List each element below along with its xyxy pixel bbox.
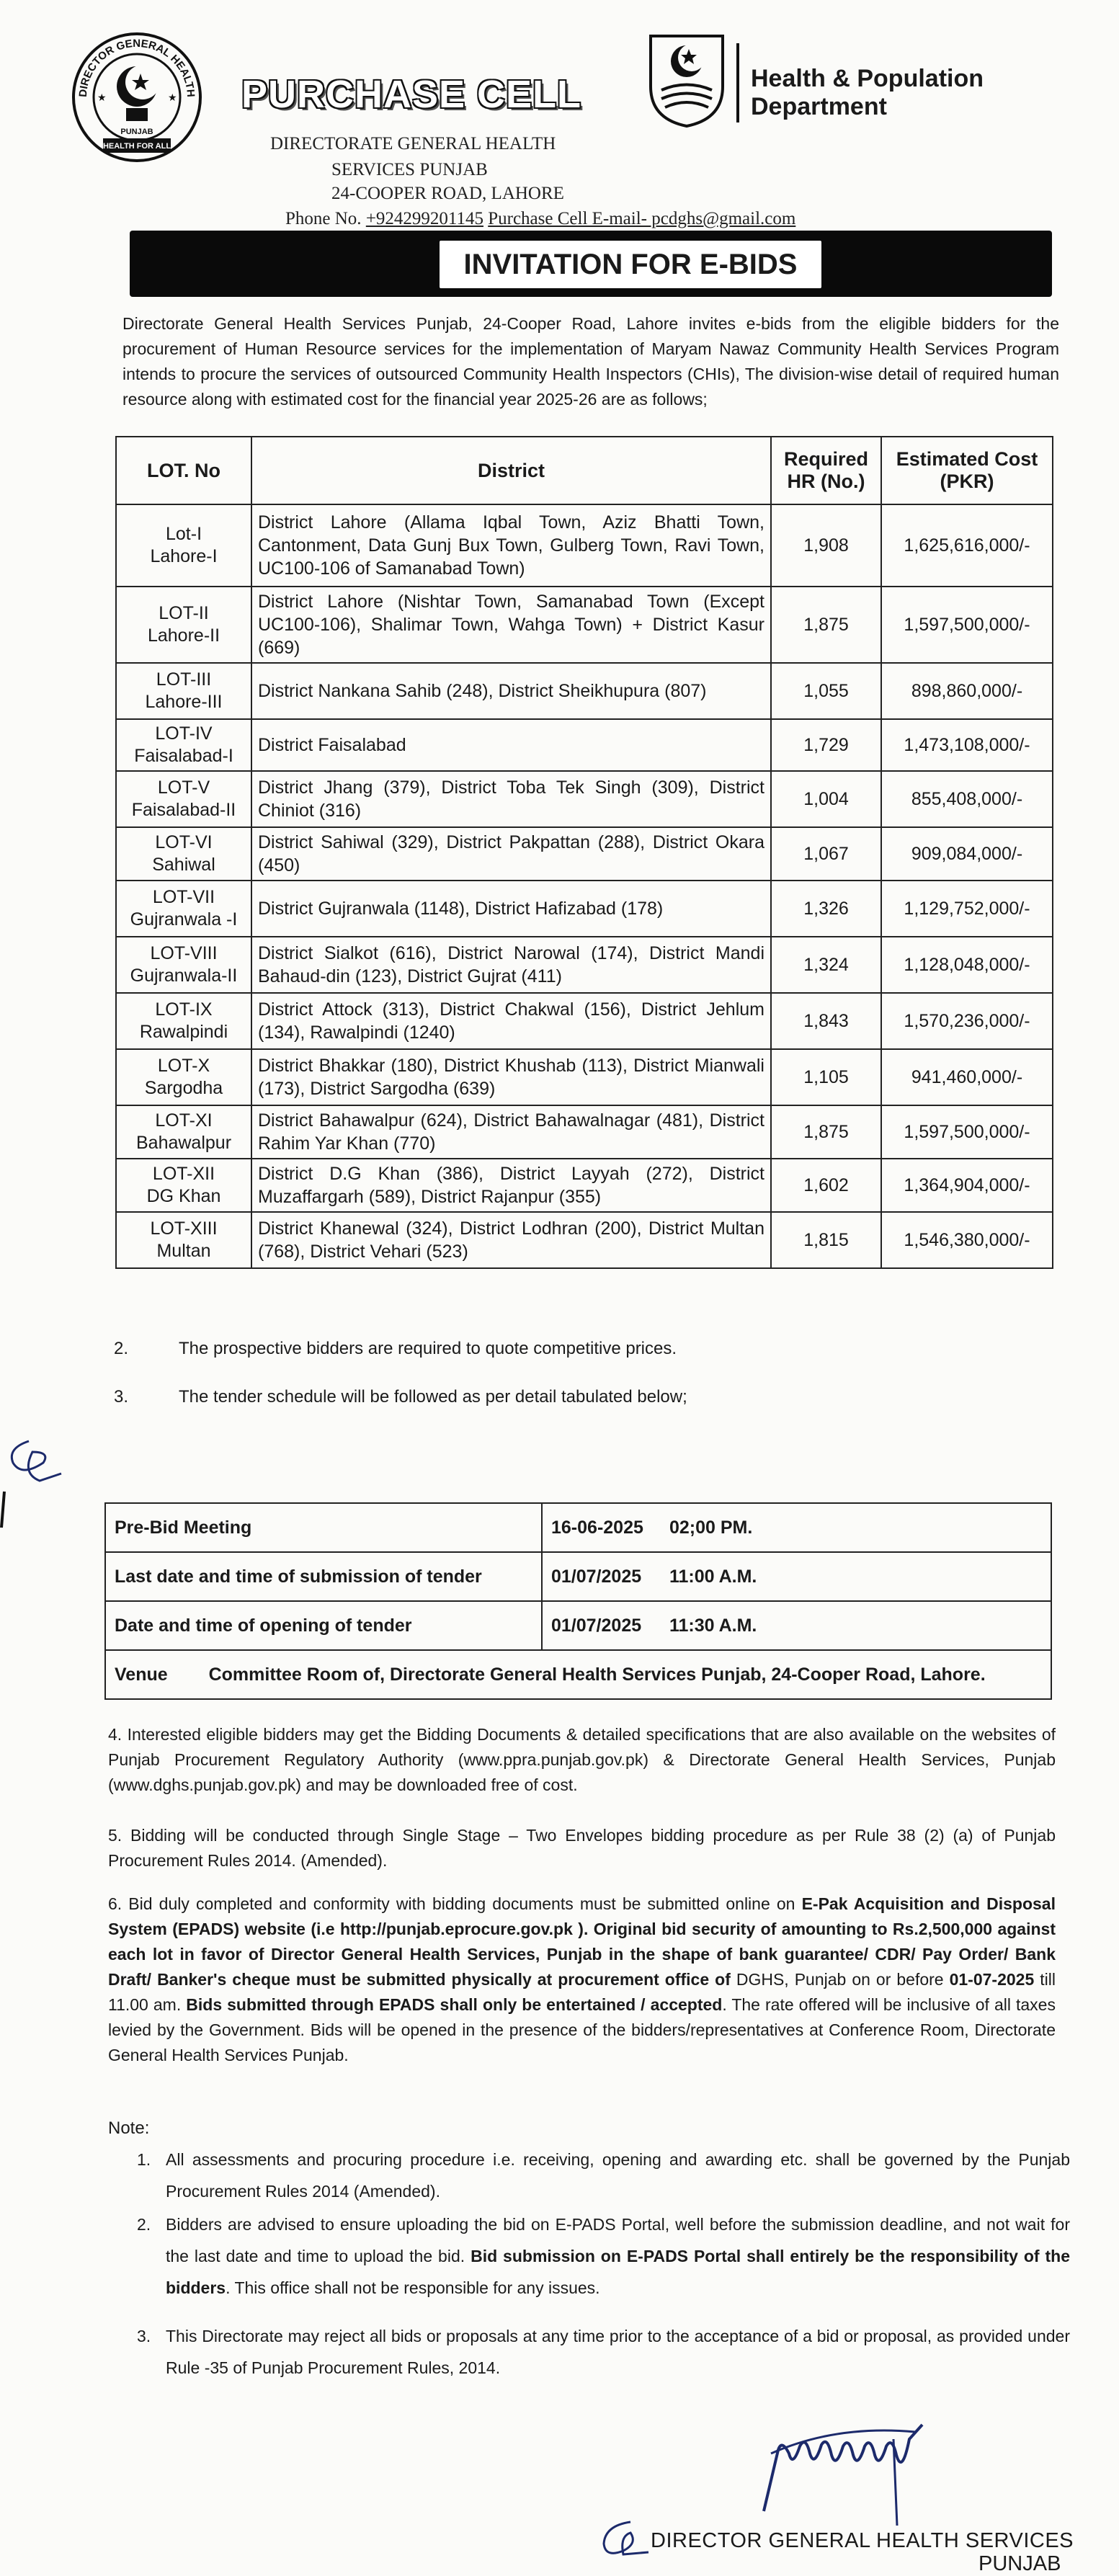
phone-label: Phone No. xyxy=(285,209,362,228)
required-hr-cell: 1,105 xyxy=(771,1049,881,1105)
lot-cell xyxy=(116,1159,251,1212)
lot-number: LOT-VIII xyxy=(150,943,218,963)
title-banner xyxy=(130,231,1052,297)
para6-part: 6. Bid duly completed and conformity with bidding documents must be submitted online on xyxy=(108,1894,802,1913)
para6-bold-part: Bids submitted through EPADS shall only be entertained / accepted xyxy=(186,1995,723,2014)
lot-region: Bahawalpur xyxy=(135,1133,232,1153)
lot-cell xyxy=(116,1049,251,1105)
para6-part: till 11.00 am. xyxy=(108,1970,1056,2014)
required-hr-cell: 1,324 xyxy=(771,937,881,993)
table-row xyxy=(105,1650,1051,1699)
item-number: 3. xyxy=(114,1387,129,1407)
lot-number: LOT-VI xyxy=(155,832,213,852)
district-cell: District Nankana Sahib (248), District Sheikhupura (807) xyxy=(251,663,771,719)
note-number: 1. xyxy=(137,2150,151,2169)
lot-region: Faisalabad-I xyxy=(134,746,233,766)
lot-region: Sahiwal xyxy=(152,855,215,875)
lot-region: Sargodha xyxy=(144,1078,223,1098)
note-bold-part: Bid submission on E-PADS Portal shall entirely be the responsibility of the bidders xyxy=(166,2247,1070,2297)
table-row xyxy=(116,1105,1053,1159)
lot-cell xyxy=(116,1105,251,1159)
estimated-cost-cell: 1,570,236,000/- xyxy=(881,993,1053,1049)
address-line-3: 24-COOPER ROAD, LAHORE xyxy=(331,184,564,203)
district-cell: District Lahore (Nishtar Town, Samanabad Town (Except UC100-106), Shalimar Town, Wahga Town) + District Kasur (669) xyxy=(251,587,771,663)
note-text: All assessments and procuring procedure i.e. receiving, opening and awarding etc. shall be governed by the Punjab Procurement Rules 2014 (Amended). xyxy=(166,2150,1070,2201)
note-text xyxy=(166,2209,1070,2304)
header-divider xyxy=(736,43,739,122)
district-cell: District Khanewal (324), District Lodhran (200), District Multan (768), District Vehari (523) xyxy=(251,1212,771,1268)
estimated-cost-cell: 898,860,000/- xyxy=(881,663,1053,719)
required-hr-cell: 1,067 xyxy=(771,827,881,881)
note-text: This Directorate may reject all bids or proposals at any time prior to the acceptance of a bid or proposal, as provided under Rule -35 of Punjab Procurement Rules, 2014. xyxy=(166,2327,1070,2377)
estimated-cost-cell: 1,546,380,000/- xyxy=(881,1212,1053,1268)
note-part: Bidders are advised to ensure uploading the bid on E-PADS Portal, well before the submission deadline, and not wait for the last date and time to upload the bid. xyxy=(166,2215,1070,2265)
lot-cell xyxy=(116,881,251,937)
lot-cell xyxy=(116,504,251,587)
schedule-date: 16-06-2025 xyxy=(542,1503,661,1552)
note-number: 2. xyxy=(137,2215,151,2234)
note-1 xyxy=(137,2144,1074,2207)
district-cell: District Bhakkar (180), District Khushab (113), District Mianwali (173), District Sargodha (639) xyxy=(251,1049,771,1105)
estimated-cost-cell: 1,597,500,000/- xyxy=(881,1105,1053,1159)
paragraph-4: 4. Interested eligible bidders may get the Bidding Documents & detailed specifications that are also available on the websites of Punjab Procurement Regulatory Authority (www.ppra.punjab.gov.pk) & Directorate General Health Services, Punjab (www.dghs.punjab.gov.pk) and may be downloaded free of cost. xyxy=(108,1725,1056,1794)
district-cell: District Bahawalpur (624), District Bahawalnagar (481), District Rahim Yar Khan (770) xyxy=(251,1105,771,1159)
seal-text-bottom: PUNJAB xyxy=(120,128,153,136)
lot-region: DG Khan xyxy=(146,1186,221,1206)
required-hr-cell: 1,729 xyxy=(771,719,881,771)
table-row xyxy=(116,663,1053,719)
table-row xyxy=(116,937,1053,993)
district-cell: District Lahore (Allama Iqbal Town, Aziz Bhatti Town, Cantonment, Data Gunj Bux Town, Gulberg Town, Ravi Town, UC100-106 of Samanabad Town) xyxy=(251,504,771,587)
district-cell: District Jhang (379), District Toba Tek Singh (309), District Chiniot (316) xyxy=(251,771,771,827)
required-hr-cell: 1,602 xyxy=(771,1159,881,1212)
estimated-cost-cell: 941,460,000/- xyxy=(881,1049,1053,1105)
page-title: PURCHASE CELL xyxy=(241,73,582,116)
table-row xyxy=(105,1503,1051,1552)
venue-cell xyxy=(105,1650,1051,1699)
lot-region: Multan xyxy=(156,1241,211,1261)
lot-cell xyxy=(116,993,251,1049)
district-cell: District D.G Khan (386), District Layyah (272), District Muzaffargarh (589), District Rajanpur (355) xyxy=(251,1159,771,1212)
lot-number: LOT-XI xyxy=(155,1110,213,1131)
department-name: Health & Population Department xyxy=(751,65,984,120)
note-3 xyxy=(137,2320,1074,2384)
note-number: 3. xyxy=(137,2327,151,2345)
banner-title: INVITATION FOR E-BIDS xyxy=(440,241,821,288)
lot-cell xyxy=(116,663,251,719)
lots-table xyxy=(115,436,1053,1269)
signatory-title: DIRECTOR GENERAL HEALTH SERVICES xyxy=(651,2529,1074,2552)
required-hr-cell: 1,326 xyxy=(771,881,881,937)
schedule-time: 02;00 PM. xyxy=(661,1503,1051,1552)
tender-schedule-table xyxy=(104,1502,1052,1700)
header-lot-no: LOT. No xyxy=(116,437,251,504)
required-hr-cell: 1,875 xyxy=(771,587,881,663)
note-2 xyxy=(137,2209,1074,2309)
seal-ribbon-text: HEALTH FOR ALL xyxy=(102,142,171,151)
lot-region: Lahore-I xyxy=(150,546,218,566)
table-row xyxy=(105,1552,1051,1601)
lot-cell xyxy=(116,827,251,881)
lot-number: LOT-X xyxy=(157,1056,210,1076)
lot-cell xyxy=(116,587,251,663)
lot-number: LOT-IV xyxy=(155,723,213,744)
required-hr-cell: 1,055 xyxy=(771,663,881,719)
paragraph-5: 5. Bidding will be conducted through Single Stage – Two Envelopes bidding procedure as per Rule 38 (2) (a) of Punjab Procurement Rules 2014. (Amended). xyxy=(108,1826,1056,1870)
item-number: 2. xyxy=(114,1339,129,1358)
signatory-region: PUNJAB xyxy=(978,2552,1061,2575)
contact-line xyxy=(285,209,795,229)
table-row xyxy=(116,1212,1053,1268)
required-hr-cell: 1,004 xyxy=(771,771,881,827)
lot-number: LOT-VII xyxy=(152,887,215,907)
table-row xyxy=(116,881,1053,937)
handwritten-signature xyxy=(749,2410,958,2536)
lot-cell xyxy=(116,1212,251,1268)
district-cell: District Faisalabad xyxy=(251,719,771,771)
svg-text:★: ★ xyxy=(97,92,107,103)
lot-region: Faisalabad-II xyxy=(131,800,236,820)
table-row xyxy=(116,771,1053,827)
lot-number: LOT-XIII xyxy=(150,1218,218,1239)
note-label: Note: xyxy=(108,2118,150,2138)
para6-bold-part: E-Pak Acquisition and Disposal System (EPADS) website (i.e http://punjab.eprocure.gov.pk ). Original bid security of amounting to Rs.2,500,000 against each lot in favor of Director General Health Services, Punjab in the shape of bank guarantee/ CDR/ Pay Order/ Bank Draft/ Banker's cheque must be submitted physically at procurement office of xyxy=(108,1894,1056,1989)
table-row xyxy=(116,1049,1053,1105)
note-part: . This office shall not be responsible for any issues. xyxy=(226,2278,600,2297)
schedule-time: 11:30 A.M. xyxy=(661,1601,1051,1650)
address-line-1: DIRECTORATE GENERAL HEALTH xyxy=(270,134,556,153)
required-hr-cell: 1,843 xyxy=(771,993,881,1049)
svg-text:★: ★ xyxy=(168,92,177,103)
header-required-hr: Required HR (No.) xyxy=(771,437,881,504)
lot-number: LOT-III xyxy=(156,669,212,690)
table-row xyxy=(116,993,1053,1049)
table-header-row xyxy=(116,437,1053,504)
para6-part: . The rate offered will be inclusive of all taxes levied by the Government. Bids will be opened in the presence of the bidders/representatives at Conference Room, Directorate General Health Services Punjab. xyxy=(108,1995,1056,2064)
estimated-cost-cell: 1,128,048,000/- xyxy=(881,937,1053,993)
lot-number: LOT-IX xyxy=(155,999,213,1020)
lot-region: Rawalpindi xyxy=(139,1022,228,1042)
table-row xyxy=(116,504,1053,587)
header-district: District xyxy=(251,437,771,504)
item-text: The prospective bidders are required to quote competitive prices. xyxy=(179,1339,677,1358)
lot-region: Gujranwala-II xyxy=(130,966,238,986)
estimated-cost-cell: 1,625,616,000/- xyxy=(881,504,1053,587)
table-row xyxy=(116,827,1053,881)
lot-number: Lot-I xyxy=(165,524,202,544)
address-line-2: SERVICES PUNJAB xyxy=(331,160,488,179)
table-row xyxy=(116,587,1053,663)
venue-text: Committee Room of, Directorate General Health Services Punjab, 24-Cooper Road, Lahore. xyxy=(208,1664,986,1685)
lot-number: LOT-II xyxy=(159,603,209,623)
lot-cell xyxy=(116,719,251,771)
purchase-cell-email[interactable]: Purchase Cell E-mail- pcdghs@gmail.com xyxy=(488,209,796,228)
handwritten-initial-mark xyxy=(591,2515,656,2565)
required-hr-cell: 1,875 xyxy=(771,1105,881,1159)
lot-region: Gujranwala -I xyxy=(130,909,238,930)
lot-number: LOT-V xyxy=(157,777,210,798)
punjab-government-emblem xyxy=(640,29,734,130)
estimated-cost-cell: 1,129,752,000/- xyxy=(881,881,1053,937)
lot-cell xyxy=(116,937,251,993)
required-hr-cell: 1,908 xyxy=(771,504,881,587)
schedule-date: 01/07/2025 xyxy=(542,1552,661,1601)
schedule-time: 11:00 A.M. xyxy=(661,1552,1051,1601)
para6-part: DGHS, Punjab on or before xyxy=(736,1970,950,1989)
lot-cell xyxy=(116,771,251,827)
venue-label: Venue xyxy=(115,1664,168,1685)
phone-number[interactable]: +924299201145 xyxy=(365,209,483,228)
table-row xyxy=(105,1601,1051,1650)
district-cell: District Gujranwala (1148), District Hafizabad (178) xyxy=(251,881,771,937)
item-text: The tender schedule will be followed as per detail tabulated below; xyxy=(179,1387,687,1407)
schedule-label: Last date and time of submission of tender xyxy=(105,1552,542,1601)
header-estimated-cost: Estimated Cost (PKR) xyxy=(881,437,1053,504)
district-cell: District Attock (313), District Chakwal (156), District Jehlum (134), Rawalpindi (1240) xyxy=(251,993,771,1049)
intro-paragraph: Directorate General Health Services Punjab, 24-Cooper Road, Lahore invites e-bids from the eligible bidders for the procurement of Human Resource services for the implementation of Maryam Nawaz Community Health Services Program intends to procure the services of outsourced Community Health Inspectors (CHIs), The division-wise detail of required human resource along with estimated cost for the financial year 2025-26 are as follows; xyxy=(122,314,1059,409)
handwritten-initial-mark xyxy=(0,1430,79,1531)
estimated-cost-cell: 1,473,108,000/- xyxy=(881,719,1053,771)
district-cell: District Sahiwal (329), District Pakpattan (288), District Okara (450) xyxy=(251,827,771,881)
schedule-label: Pre-Bid Meeting xyxy=(105,1503,542,1552)
required-hr-cell: 1,815 xyxy=(771,1212,881,1268)
dgh-punjab-seal xyxy=(68,29,205,166)
lot-region: Lahore-III xyxy=(145,692,223,712)
estimated-cost-cell: 1,597,500,000/- xyxy=(881,587,1053,663)
lot-number: LOT-XII xyxy=(152,1164,215,1184)
estimated-cost-cell: 1,364,904,000/- xyxy=(881,1159,1053,1212)
schedule-label: Date and time of opening of tender xyxy=(105,1601,542,1650)
lot-region: Lahore-II xyxy=(147,625,220,646)
table-row xyxy=(116,1159,1053,1212)
seal-text-top: DIRECTOR GENERAL HEALTH xyxy=(76,37,197,98)
table-row xyxy=(116,719,1053,771)
estimated-cost-cell: 855,408,000/- xyxy=(881,771,1053,827)
para6-deadline-date: 01-07-2025 xyxy=(949,1970,1035,1989)
schedule-date: 01/07/2025 xyxy=(542,1601,661,1650)
district-cell: District Sialkot (616), District Narowal (174), District Mandi Bahaud-din (123), District Gujrat (411) xyxy=(251,937,771,993)
paragraph-6 xyxy=(108,1891,1056,2068)
estimated-cost-cell: 909,084,000/- xyxy=(881,827,1053,881)
